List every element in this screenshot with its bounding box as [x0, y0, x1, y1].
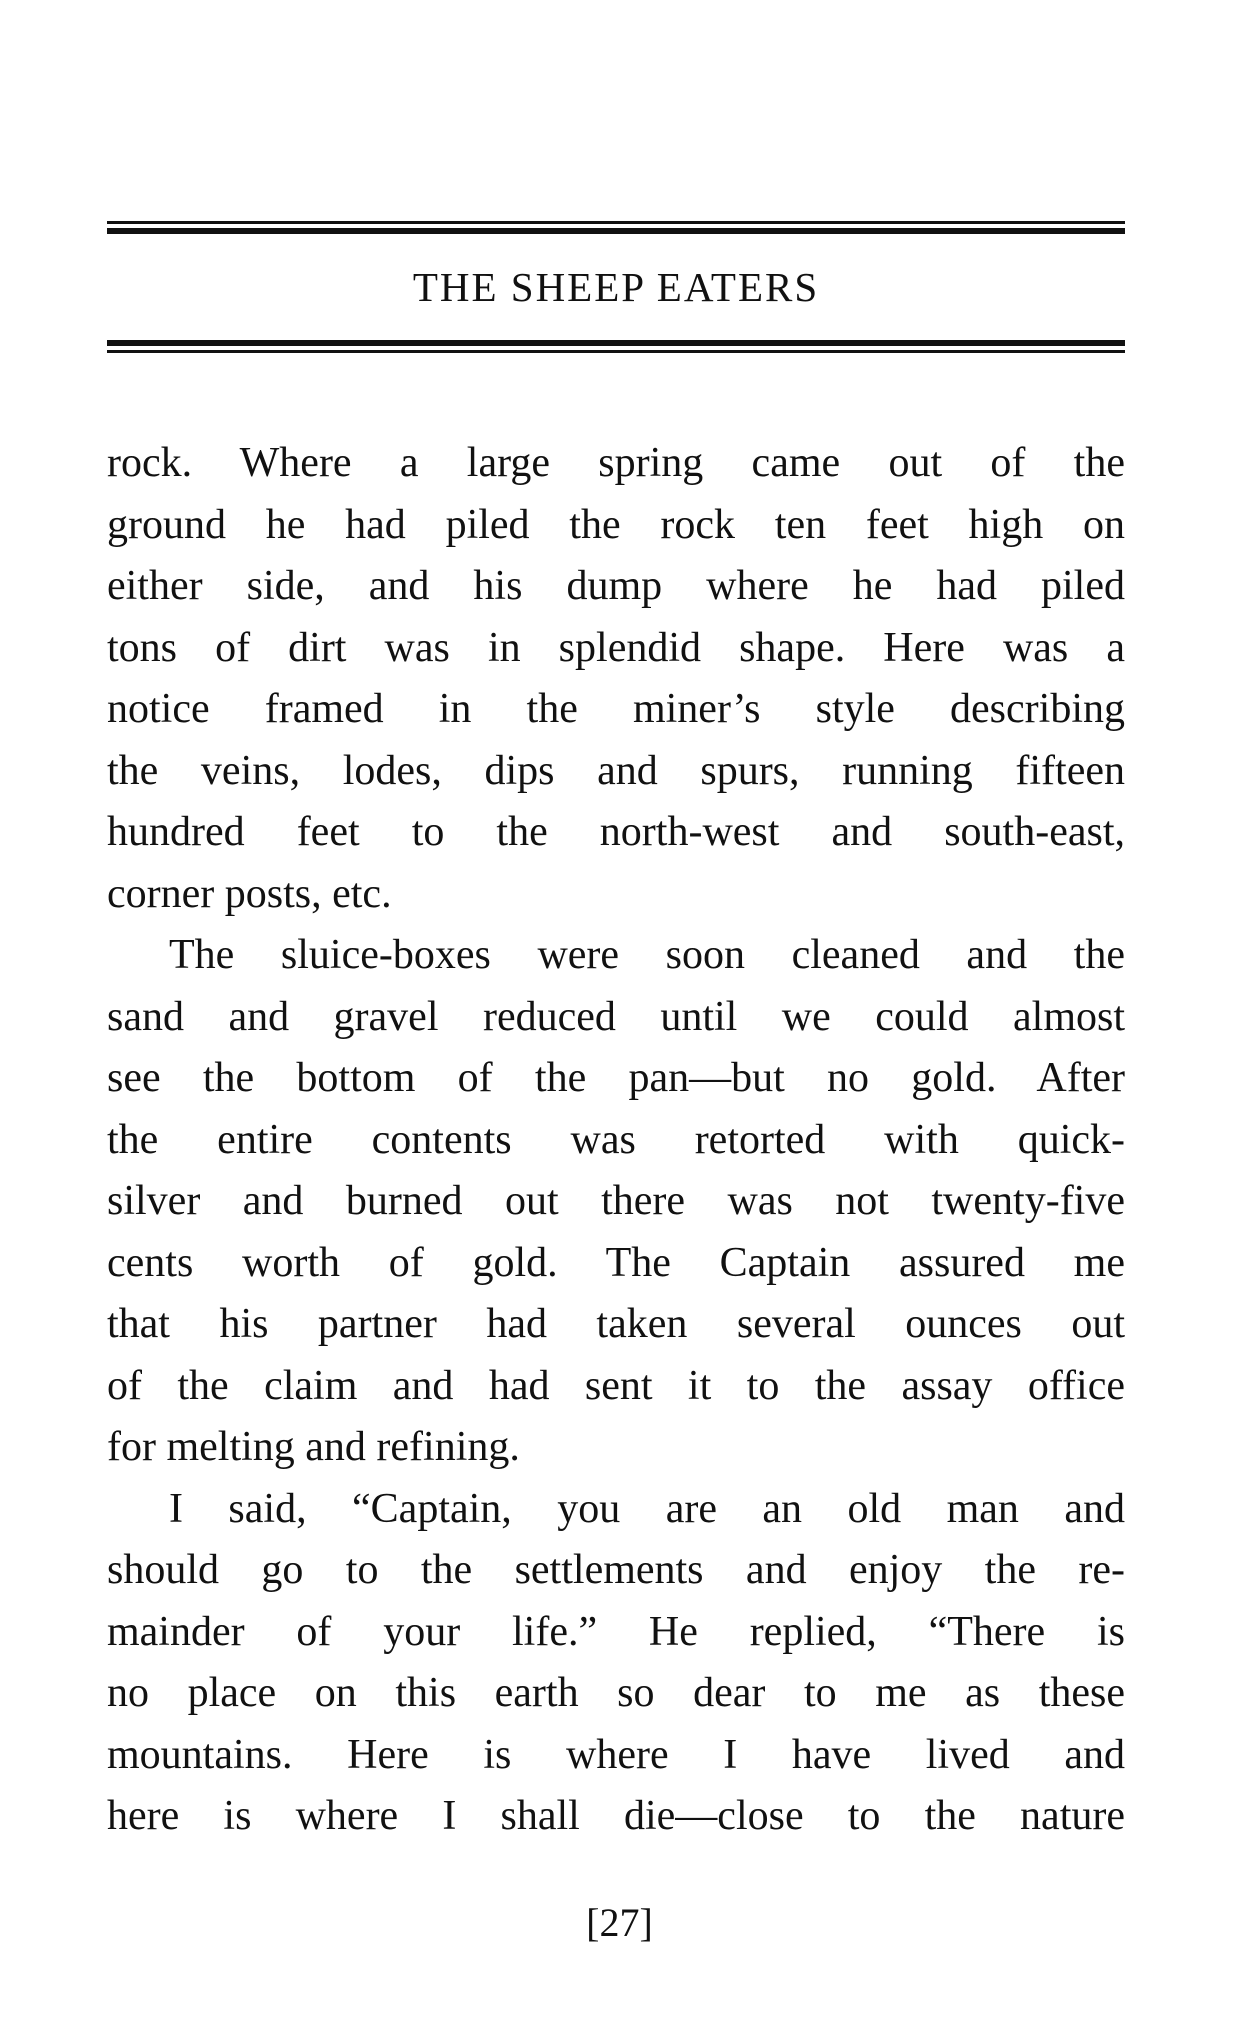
- text-line: notice framed in the miner’s style describing: [107, 686, 1125, 732]
- text-line: ground he had piled the rock ten feet high on: [107, 501, 1125, 548]
- text-line: rock. Where a large spring came out of the: [107, 440, 1125, 486]
- text-line: hundred feet to the north-west and south-east,: [107, 809, 1125, 855]
- text-line: tons of dirt was in splendid shape. Here was a: [107, 624, 1125, 671]
- header-bottom-rule: [107, 340, 1125, 353]
- text-line: either side, and his dump where he had piled: [107, 563, 1125, 609]
- text-line: mountains. Here is where I have lived and: [107, 1731, 1125, 1778]
- text-line: corner posts, etc.: [107, 870, 392, 917]
- text-line: mainder of your life.” He replied, “There is: [107, 1608, 1125, 1655]
- text-line: the entire contents was retorted with quick-: [107, 1116, 1125, 1163]
- text-line: see the bottom of the pan—but no gold. After: [107, 1055, 1125, 1101]
- bottom-rule-thin-line: [107, 350, 1125, 353]
- text-line: no place on this earth so dear to me as these: [107, 1670, 1125, 1716]
- text-line: should go to the settlements and enjoy the re-: [107, 1547, 1125, 1593]
- header-top-rule: [107, 221, 1125, 234]
- text-line: for melting and refining.: [107, 1424, 520, 1470]
- text-line: sand and gravel reduced until we could almost: [107, 993, 1125, 1040]
- page-number: [27]: [586, 1900, 653, 1945]
- top-rule-thick-line: [107, 228, 1125, 234]
- text-line: of the claim and had sent it to the assay office: [107, 1362, 1125, 1409]
- text-line: that his partner had taken several ounces out: [107, 1301, 1125, 1347]
- running-head-title: THE SHEEP EATERS: [412, 264, 820, 310]
- text-line: here is where I shall die—close to the nature: [107, 1793, 1125, 1839]
- text-line: I said, “Captain, you are an old man and: [169, 1485, 1125, 1532]
- text-line: The sluice-boxes were soon cleaned and the: [169, 932, 1125, 978]
- body-text: [107, 433, 1125, 1848]
- text-line: silver and burned out there was not twenty-five: [107, 1178, 1125, 1224]
- text-line: cents worth of gold. The Captain assured me: [107, 1239, 1125, 1286]
- text-line: the veins, lodes, dips and spurs, running fifteen: [107, 747, 1125, 794]
